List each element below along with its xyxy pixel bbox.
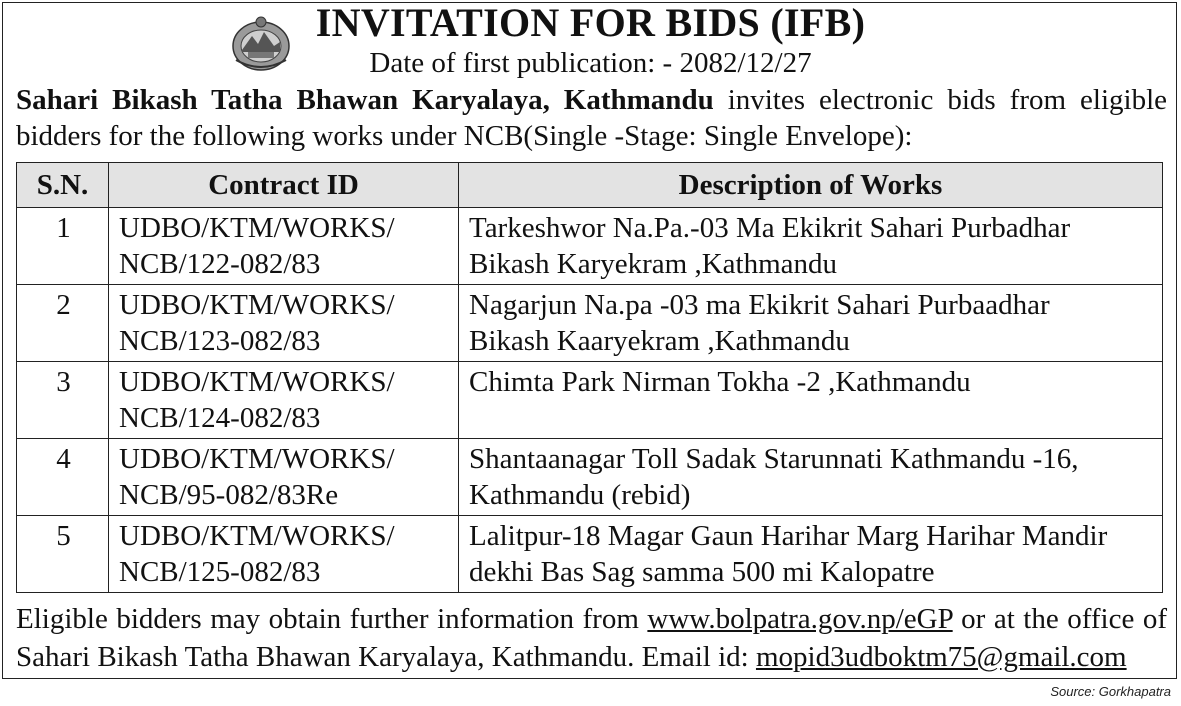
row-description: [459, 362, 1163, 439]
contract-id-line: NCB/124-082/83: [119, 402, 321, 434]
row-contract-id: [109, 208, 459, 285]
contract-id-line: UDBO/KTM/WORKS/: [119, 289, 395, 321]
description-line: Shantaanagar Toll Sadak Starunnati Kathmandu -16,: [469, 443, 1079, 475]
table-row: [17, 285, 1163, 362]
notice-title: INVITATION FOR BIDS (IFB): [315, 0, 866, 45]
website-link[interactable]: www.bolpatra.gov.np/eGP: [647, 603, 953, 635]
contract-id-line: NCB/95-082/83Re: [119, 479, 339, 511]
contract-id-line: UDBO/KTM/WORKS/: [119, 443, 395, 475]
row-contract-id: [109, 439, 459, 516]
table-row: [17, 208, 1163, 285]
office-name: Sahari Bikash Tatha Bhawan Karyalaya, Kathmandu: [16, 84, 714, 116]
header-description: Description of Works: [459, 163, 1163, 208]
description-line: Tarkeshwor Na.Pa.-03 Ma Ekikrit Sahari Purbadhar: [469, 212, 1071, 244]
description-line: Bikash Karyekram ,Kathmandu: [469, 248, 838, 280]
row-description: [459, 208, 1163, 285]
footer-text: Eligible bidders may obtain further information from: [16, 603, 648, 635]
contract-id-line: NCB/123-082/83: [119, 325, 321, 357]
row-description: [459, 516, 1163, 593]
contract-id-line: UDBO/KTM/WORKS/: [119, 366, 395, 398]
header-contract-id: Contract ID: [109, 163, 459, 208]
row-contract-id: [109, 285, 459, 362]
row-sn: 4: [17, 439, 109, 516]
footer-text: or at the office of Sahari Bikash Tatha Bhawan Karyalaya, Kathmandu. Email id:: [16, 603, 1167, 673]
source-credit: Source: Gorkhapatra: [1050, 684, 1171, 699]
description-line: Kathmandu (rebid): [469, 479, 691, 511]
description-line: Chimta Park Nirman Tokha -2 ,Kathmandu: [469, 366, 971, 398]
table-row: [17, 439, 1163, 516]
description-line: Bikash Kaaryekram ,Kathmandu: [469, 325, 850, 357]
email-link[interactable]: mopid3udboktm75@gmail.com: [755, 641, 1127, 673]
description-line: Nagarjun Na.pa -03 ma Ekikrit Sahari Purbaadhar: [469, 289, 1050, 321]
contract-id-line: UDBO/KTM/WORKS/: [119, 212, 395, 244]
publication-date: Date of first publication: - 2082/12/27: [369, 47, 812, 79]
contract-id-line: NCB/122-082/83: [119, 248, 321, 280]
table-row: [17, 516, 1163, 593]
row-sn: 3: [17, 362, 109, 439]
row-contract-id: [109, 516, 459, 593]
row-description: [459, 439, 1163, 516]
contract-id-line: UDBO/KTM/WORKS/: [119, 520, 395, 552]
row-sn: 5: [17, 516, 109, 593]
bids-table: [16, 162, 1163, 593]
footer-paragraph: [16, 600, 1167, 676]
intro-text: invites electronic bids from eligible bidders for the following works under NCB(Single -Stage: Single Envelope):: [16, 84, 1167, 152]
row-description: [459, 285, 1163, 362]
description-line: dekhi Bas Sag samma 500 mi Kalopatre: [469, 556, 935, 588]
row-contract-id: [109, 362, 459, 439]
row-sn: 2: [17, 285, 109, 362]
table-header-row: [17, 163, 1163, 208]
contract-id-line: NCB/125-082/83: [119, 556, 321, 588]
header-sn: S.N.: [17, 163, 109, 208]
table-row: [17, 362, 1163, 439]
intro-paragraph: [16, 82, 1167, 154]
row-sn: 1: [17, 208, 109, 285]
description-line: Lalitpur-18 Magar Gaun Harihar Marg Harihar Mandir: [469, 520, 1108, 552]
